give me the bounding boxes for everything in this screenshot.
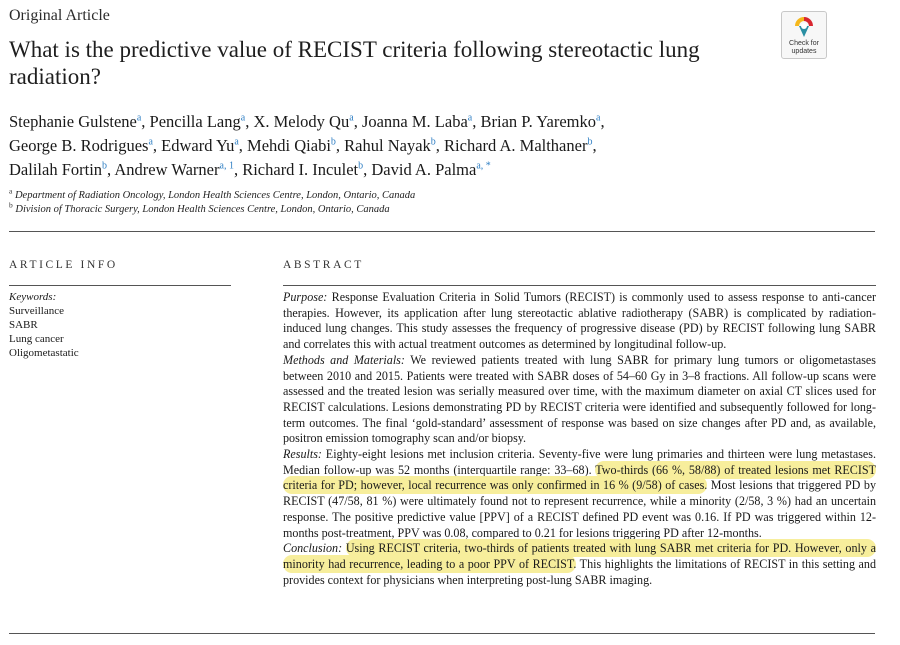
conclusion-highlight: Using RECIST criteria, two-thirds of patients treated with lung SABR met criteria for PD. However, only a minority had recurrence, leading to a poor PPV of RECIST. xyxy=(283,541,876,571)
author-affiliation-mark: b xyxy=(587,136,593,148)
author-affiliation-mark: a xyxy=(240,112,246,124)
keyword-item: Lung cancer xyxy=(9,333,64,345)
author-affiliation-mark: a xyxy=(596,112,601,124)
abstract-divider xyxy=(283,285,876,286)
author-name: X. Melody Qu xyxy=(253,112,350,131)
affiliation-b: $^b$ Division of Thoracic Surgery, London Health Sciences Centre, London, Ontario, Canada xyxy=(9,200,390,215)
author-name: Pencilla Lang xyxy=(149,112,241,131)
author-affiliation-mark: a xyxy=(467,112,473,124)
author-name: Andrew Warner xyxy=(114,160,220,179)
author-affiliation-mark: a, 1 xyxy=(219,160,234,172)
author-name: Richard A. Malthaner xyxy=(444,136,588,155)
abstract-results: Results: Eighty-eight lesions met inclusion criteria. Seventy-five were lung primaries and thirteen were lung metastases. Median follow-up was 52 months (interquartile range: 33–68). Two-thirds (66 %, 58/88) of treated lesions met RECIST criteria for PD; however, local recurrence was only confirmed in 16 % (9/58) of cases. Most lesions that triggered PD by RECIST (47/58, 81 %) were ultimately found not to represent recurrence, while a minority (2/58, 3 %) had an uncertain response. The positive predictive value [PPV] of a RECIST defined PD event was 0.16. If PD was triggered within 12-months post-treatment, PPV was 0.08, compared to 0.21 for lesions triggering PD after 12-months. xyxy=(283,447,876,540)
author-name: Mehdi Qiabi xyxy=(247,136,331,155)
crossmark-icon xyxy=(793,15,815,39)
abstract-conclusion: Conclusion: Using RECIST criteria, two-thirds of patients treated with lung SABR met criteria for PD. However, only a minority had recurrence, leading to a poor PPV of RECIST. This highlights the limitations of RECIST in this setting and provides context for physicians when interpreting post-lung SABR imaging. xyxy=(283,541,877,587)
abstract-purpose: Purpose: Response Evaluation Criteria in Solid Tumors (RECIST) is commonly used to assess response to anti-cancer therapies. However, its application after lung stereotactic ablative radiotherapy (SABR) is complicated by radiation-induced lung changes. This study assesses the frequency of progressive disease (PD) by RECIST following lung SABR and correlates this with actual treatment outcomes as determined by longitudinal follow-up. xyxy=(283,290,876,352)
author-affiliation-mark: b xyxy=(330,136,336,148)
keyword-item: SABR xyxy=(9,319,38,331)
check-for-updates-text: Check for updates xyxy=(789,40,819,55)
author-affiliation-mark: a xyxy=(136,112,142,124)
abstract-body xyxy=(283,290,876,588)
author-list: Stephanie Gulstene$^a$, Pencilla Lang$^a$, X. Melody Qu$^a$, Joanna M. Laba$^a$, Brian P. Yaremko$^a$, George B. Rodrigues$^a$, Edward Yu$^a$, Mehdi Qiabi$^b$, Rahul Nayak$^b$, Richard A. Malthaner$^b$, Dalilah Fortin$^b$, Andrew Warner$^{a, 1}$, Richard I. Inculet$^b$, David A. Palma$^{a, *}$ xyxy=(9,112,605,179)
affiliation-mark: a xyxy=(9,186,13,196)
author-name: Brian P. Yaremko xyxy=(480,112,596,131)
keyword-item: Oligometastatic xyxy=(9,347,79,359)
affiliation-mark: b xyxy=(9,200,13,210)
author-name: Stephanie Gulstene xyxy=(9,112,137,131)
header-divider xyxy=(9,231,875,232)
author-name: Rahul Nayak xyxy=(344,136,431,155)
abstract-methods: Methods and Materials: We reviewed patients treated with lung SABR for primary lung tumors or oligometastases between 2010 and 2015. Patients were treated with SABR doses of 54–60 Gy in 3–8 fractions. All follow-up scans were assessed and the treated lesion was serially measured over time, with the maximum diameter on axial CT slices used for RECIST calculations. Lesions demonstrating PD by RECIST criteria were identified and subsequently followed for long-term outcomes. The final ‘gold-standard’ assessment of response was based on size changes after PD and, as available, positron emission tomography scan and/or biopsy. xyxy=(283,352,876,446)
article-type-label: Original Article xyxy=(9,7,110,24)
author-name: Dalilah Fortin xyxy=(9,160,103,179)
author-name: Edward Yu xyxy=(161,136,235,155)
article-info-divider xyxy=(9,285,231,286)
author-affiliation-mark: a xyxy=(234,136,239,148)
results-highlight: Two-thirds (66 %, 58/88) of treated lesions met RECIST criteria for PD; however, local recurrence was only confirmed in 16 % (9/58) of cases. xyxy=(283,462,876,493)
keyword-item: Surveillance xyxy=(9,305,64,317)
author-affiliation-mark: a xyxy=(349,112,354,124)
author-affiliation-mark: b xyxy=(358,160,364,172)
affiliation-a: $^a$ Department of Radiation Oncology, London Health Sciences Centre, London, Ontario, Canada xyxy=(9,186,416,201)
author-name: David A. Palma xyxy=(371,160,477,179)
author-affiliation-mark: b xyxy=(102,160,108,172)
abstract-heading: ABSTRACT xyxy=(283,259,364,271)
author-name: Richard I. Inculet xyxy=(242,160,359,179)
keywords-label: Keywords: xyxy=(9,291,57,303)
author-name: George B. Rodrigues xyxy=(9,136,149,155)
article-title: What is the predictive value of RECIST criteria following stereotactic lung radiation? xyxy=(9,37,700,89)
check-for-updates-badge[interactable] xyxy=(781,11,827,59)
author-affiliation-mark: b xyxy=(430,136,436,148)
abstract-bottom-divider xyxy=(9,633,875,634)
author-name: Joanna M. Laba xyxy=(361,112,468,131)
author-affiliation-mark: a, * xyxy=(476,160,491,172)
author-affiliation-mark: a xyxy=(148,136,153,148)
keywords-block xyxy=(9,290,79,360)
article-info-heading: ARTICLE INFO xyxy=(9,259,118,271)
